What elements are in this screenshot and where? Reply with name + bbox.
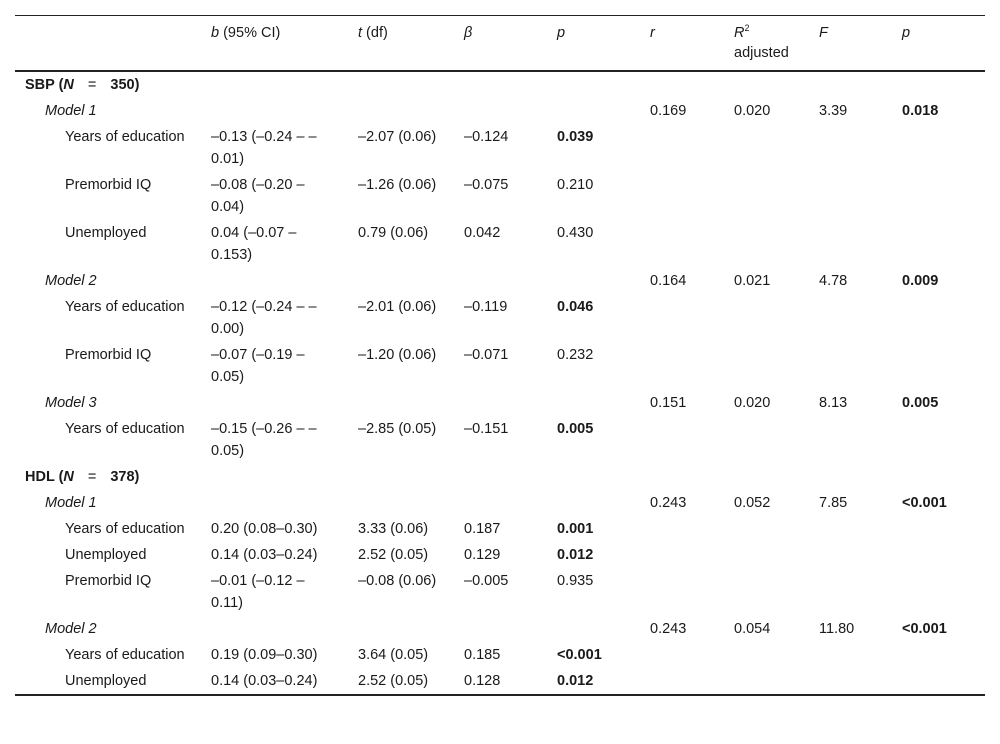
coef-b-ci: 0.14 (0.03–0.24) — [211, 547, 318, 563]
group-n-symbol: N — [63, 77, 74, 93]
table-row — [15, 642, 985, 668]
empty-cell — [809, 172, 892, 220]
group-row — [15, 71, 985, 98]
header-beta: β — [464, 25, 473, 41]
coef-t-df: –1.26 (0.06) — [358, 177, 437, 193]
coef-t-df: –2.07 (0.06) — [358, 129, 437, 145]
empty-cell — [547, 464, 640, 490]
empty-cell — [454, 616, 547, 642]
empty-cell — [809, 516, 892, 542]
coef-p: 0.001 — [557, 521, 594, 537]
variable-name: Premorbid IQ — [65, 347, 152, 363]
empty-cell — [809, 568, 892, 616]
variable-name: Years of education — [65, 421, 185, 437]
empty-cell — [201, 490, 348, 516]
table-row — [15, 668, 985, 695]
empty-cell — [724, 516, 809, 542]
variable-name: Years of education — [65, 647, 185, 663]
empty-cell — [640, 124, 724, 172]
empty-cell — [201, 390, 348, 416]
coef-p: 0.046 — [557, 299, 594, 315]
empty-cell — [640, 668, 724, 695]
empty-cell — [724, 220, 809, 268]
variable-name: Unemployed — [65, 225, 147, 241]
model-r: 0.243 — [650, 495, 687, 511]
model-p: <0.001 — [902, 621, 947, 637]
empty-cell — [547, 98, 640, 124]
variable-name: Years of education — [65, 299, 185, 315]
coef-p: 0.012 — [557, 547, 594, 563]
empty-cell — [348, 390, 454, 416]
empty-cell — [640, 416, 724, 464]
model-r2: 0.054 — [734, 621, 771, 637]
model-row — [15, 268, 985, 294]
table-row — [15, 220, 985, 268]
coef-beta: –0.075 — [464, 177, 509, 193]
coef-beta: –0.119 — [464, 299, 508, 315]
empty-cell — [809, 124, 892, 172]
model-name: Model 2 — [45, 273, 97, 289]
group-n-value: 350) — [110, 77, 140, 93]
empty-cell — [809, 542, 892, 568]
coef-b-ci: 0.19 (0.09–0.30) — [211, 647, 318, 663]
empty-cell — [724, 294, 809, 342]
empty-cell — [454, 71, 547, 98]
table-row — [15, 416, 985, 464]
empty-cell — [348, 98, 454, 124]
empty-cell — [809, 71, 892, 98]
coef-b-ci: –0.12 (–0.24 – –0.00) — [211, 299, 317, 337]
model-row — [15, 616, 985, 642]
empty-cell — [724, 342, 809, 390]
empty-cell — [892, 416, 985, 464]
coef-p: 0.039 — [557, 129, 594, 145]
table-row — [15, 516, 985, 542]
header-t: t (df) — [358, 25, 388, 41]
coef-beta: 0.042 — [464, 225, 501, 241]
empty-cell — [348, 464, 454, 490]
coef-b-ci: –0.01 (–0.12 – 0.11) — [211, 573, 305, 611]
empty-cell — [809, 464, 892, 490]
model-f: 7.85 — [819, 495, 848, 511]
empty-cell — [892, 642, 985, 668]
variable-name: Premorbid IQ — [65, 573, 152, 589]
empty-cell — [892, 464, 985, 490]
empty-cell — [348, 490, 454, 516]
empty-cell — [201, 98, 348, 124]
model-name: Model 1 — [45, 495, 97, 511]
empty-cell — [892, 172, 985, 220]
empty-cell — [640, 172, 724, 220]
header-row — [15, 16, 985, 72]
variable-name: Unemployed — [65, 547, 147, 563]
empty-cell — [348, 71, 454, 98]
coef-p: 0.430 — [557, 225, 594, 241]
empty-cell — [892, 668, 985, 695]
model-p: 0.009 — [902, 273, 939, 289]
coef-t-df: –0.08 (0.06) — [358, 573, 437, 589]
coef-beta: 0.185 — [464, 647, 501, 663]
table-body — [15, 71, 985, 695]
empty-cell — [547, 268, 640, 294]
group-n-symbol: N — [63, 469, 74, 485]
table-row — [15, 342, 985, 390]
table-row — [15, 294, 985, 342]
model-r2: 0.052 — [734, 495, 771, 511]
empty-cell — [640, 568, 724, 616]
table-row — [15, 124, 985, 172]
empty-cell — [201, 71, 348, 98]
group-n-value: 378) — [110, 469, 140, 485]
empty-cell — [724, 568, 809, 616]
empty-cell — [640, 220, 724, 268]
model-r: 0.151 — [650, 395, 687, 411]
empty-cell — [724, 642, 809, 668]
empty-cell — [640, 294, 724, 342]
empty-cell — [640, 464, 724, 490]
header-p: p — [557, 25, 566, 41]
empty-cell — [892, 342, 985, 390]
coef-t-df: –2.85 (0.05) — [358, 421, 437, 437]
empty-cell — [454, 268, 547, 294]
coef-b-ci: –0.15 (–0.26 – –0.05) — [211, 421, 317, 459]
coef-beta: 0.128 — [464, 673, 501, 689]
coef-t-df: 0.79 (0.06) — [358, 225, 429, 241]
model-r: 0.243 — [650, 621, 687, 637]
group-label — [15, 464, 201, 490]
empty-cell — [201, 616, 348, 642]
empty-cell — [724, 71, 809, 98]
empty-cell — [892, 71, 985, 98]
model-name: Model 2 — [45, 621, 97, 637]
model-r2: 0.021 — [734, 273, 771, 289]
empty-cell — [547, 390, 640, 416]
empty-cell — [892, 542, 985, 568]
coef-b-ci: 0.20 (0.08–0.30) — [211, 521, 318, 537]
empty-cell — [724, 172, 809, 220]
empty-cell — [892, 124, 985, 172]
empty-cell — [454, 98, 547, 124]
model-f: 11.80 — [819, 621, 855, 637]
coef-beta: 0.129 — [464, 547, 501, 563]
model-f: 8.13 — [819, 395, 848, 411]
empty-cell — [809, 342, 892, 390]
empty-cell — [724, 464, 809, 490]
coef-b-ci: 0.04 (–0.07 – 0.153) — [211, 225, 297, 263]
coef-t-df: 2.52 (0.05) — [358, 673, 429, 689]
empty-cell — [547, 490, 640, 516]
model-row — [15, 390, 985, 416]
empty-cell — [640, 542, 724, 568]
empty-cell — [809, 642, 892, 668]
empty-cell — [640, 642, 724, 668]
coef-p: 0.232 — [557, 347, 594, 363]
empty-cell — [809, 294, 892, 342]
header-variable — [15, 16, 201, 72]
coef-p: 0.012 — [557, 673, 594, 689]
empty-cell — [809, 416, 892, 464]
empty-cell — [724, 668, 809, 695]
coef-t-df: 2.52 (0.05) — [358, 547, 429, 563]
empty-cell — [809, 220, 892, 268]
empty-cell — [547, 71, 640, 98]
coef-beta: –0.005 — [464, 573, 509, 589]
group-name: SBP ( — [25, 77, 64, 93]
model-name: Model 1 — [45, 103, 97, 119]
empty-cell — [892, 220, 985, 268]
coef-b-ci: –0.08 (–0.20 – 0.04) — [211, 177, 305, 215]
coef-p: 0.210 — [557, 177, 594, 193]
group-row — [15, 464, 985, 490]
variable-name: Premorbid IQ — [65, 177, 152, 193]
table-row — [15, 542, 985, 568]
empty-cell — [454, 490, 547, 516]
coef-beta: –0.124 — [464, 129, 509, 145]
empty-cell — [809, 668, 892, 695]
model-row — [15, 98, 985, 124]
empty-cell — [201, 268, 348, 294]
coef-beta: 0.187 — [464, 521, 501, 537]
coef-beta: –0.071 — [464, 347, 509, 363]
model-p: 0.018 — [902, 103, 939, 119]
model-name: Model 3 — [45, 395, 97, 411]
table-row — [15, 172, 985, 220]
group-n-equals: = — [87, 469, 97, 485]
model-r2: 0.020 — [734, 395, 771, 411]
group-label — [15, 71, 201, 98]
group-name: HDL ( — [25, 469, 64, 485]
empty-cell — [892, 568, 985, 616]
empty-cell — [724, 124, 809, 172]
empty-cell — [640, 516, 724, 542]
coef-t-df: –2.01 (0.06) — [358, 299, 437, 315]
group-n-equals: = — [87, 77, 97, 93]
model-r: 0.164 — [650, 273, 687, 289]
empty-cell — [348, 616, 454, 642]
coef-t-df: 3.64 (0.05) — [358, 647, 429, 663]
header-r: r — [650, 25, 655, 41]
variable-name: Unemployed — [65, 673, 147, 689]
variable-name: Years of education — [65, 129, 185, 145]
model-r2: 0.020 — [734, 103, 771, 119]
coef-t-df: –1.20 (0.06) — [358, 347, 437, 363]
empty-cell — [201, 464, 348, 490]
coef-t-df: 3.33 (0.06) — [358, 521, 429, 537]
table-row — [15, 568, 985, 616]
empty-cell — [454, 464, 547, 490]
variable-name: Years of education — [65, 521, 185, 537]
header-r2-adjusted: $R^2$ adjusted — [734, 23, 789, 61]
empty-cell — [892, 294, 985, 342]
empty-cell — [547, 616, 640, 642]
empty-cell — [724, 416, 809, 464]
coef-b-ci: –0.13 (–0.24 – –0.01) — [211, 129, 317, 167]
coef-p: 0.935 — [557, 573, 594, 589]
coef-b-ci: 0.14 (0.03–0.24) — [211, 673, 318, 689]
model-r: 0.169 — [650, 103, 687, 119]
empty-cell — [454, 390, 547, 416]
model-p: 0.005 — [902, 395, 939, 411]
empty-cell — [892, 516, 985, 542]
model-row — [15, 490, 985, 516]
coef-beta: –0.151 — [464, 421, 509, 437]
header-b: b (95% CI) — [211, 25, 281, 41]
model-f: 3.39 — [819, 103, 848, 119]
coef-b-ci: –0.07 (–0.19 – 0.05) — [211, 347, 305, 385]
coef-p: <0.001 — [557, 647, 602, 663]
model-f: 4.78 — [819, 273, 848, 289]
header-model-p: p — [902, 25, 911, 41]
header-f: F — [819, 25, 828, 41]
regression-table — [15, 15, 985, 696]
empty-cell — [640, 71, 724, 98]
model-p: <0.001 — [902, 495, 947, 511]
empty-cell — [640, 342, 724, 390]
coef-p: 0.005 — [557, 421, 594, 437]
empty-cell — [348, 268, 454, 294]
empty-cell — [724, 542, 809, 568]
